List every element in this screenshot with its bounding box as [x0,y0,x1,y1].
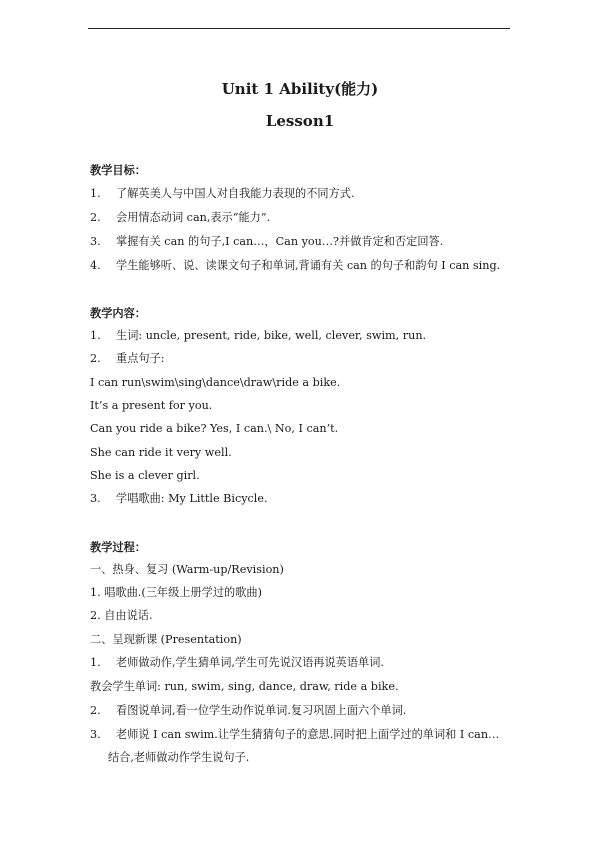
item-text: 学唱歌曲: My Little Bicycle. [116,492,268,505]
list-item [90,211,270,225]
lesson-title: Lesson1 [265,112,335,130]
list-item [90,352,165,366]
list-item [90,259,500,273]
process-step: 教会学生单词: run, swim, sing, dance, draw, ride a bike. [90,680,399,693]
key-sentence: She is a clever girl. [90,469,200,482]
header-rule [88,28,510,29]
item-text: 掌握有关 can 的句子,I can…，Can you…?并做肯定和否定回答. [116,235,444,248]
list-item [90,656,384,670]
item-number: 2. [90,352,101,365]
document-title: Unit 1 Ability(能力) [221,80,379,98]
item-number: 3. [90,235,101,248]
list-item [90,492,268,506]
item-text: 生词: uncle, present, ride, bike, well, clever, swim, run. [116,329,427,342]
list-item [90,235,443,249]
item-text: 学生能够听、说、读课文句子和单词,背诵有关 can 的句子和韵句 I can sing. [116,259,501,272]
key-sentence: It’s a present for you. [90,399,213,412]
item-text: 了解英美人与中国人对自我能力表现的不同方式. [116,187,355,200]
item-number: 1. [90,329,101,342]
item-text: 重点句子: [116,352,165,365]
list-item [90,329,426,343]
list-item [90,704,406,718]
list-item [90,187,355,201]
item-number: 3. [90,492,101,505]
process-step: 二、呈现新课 (Presentation) [90,633,242,646]
item-number: 3. [90,728,101,741]
key-sentence: I can run\swim\sing\dance\draw\ride a bike. [90,376,341,389]
process-step-continuation: 结合,老师做动作学生说句子. [108,751,250,764]
item-text: 会用情态动词 can,表示“能力”. [116,211,271,224]
process-step: 1. 唱歌曲.(三年级上册学过的歌曲) [90,586,262,599]
process-step: 一、热身、复习 (Warm-up/Revision) [90,563,284,576]
section-heading-objectives: 教学目标： [90,163,146,177]
process-step: 2. 自由说话. [90,609,153,622]
item-number: 4. [90,259,101,272]
item-text: 老师做动作,学生猜单词,学生可先说汉语再说英语单词. [116,656,384,669]
item-number: 2. [90,211,101,224]
key-sentence: She can ride it very well. [90,446,232,459]
item-text: 看图说单词,看一位学生动作说单词.复习巩固上面六个单词. [116,704,407,717]
item-number: 1. [90,656,101,669]
section-heading-content: 教学内容： [90,306,146,320]
section-heading-process: 教学过程： [90,540,146,554]
key-sentence: Can you ride a bike? Yes, I can.\ No, I can’t. [90,422,339,435]
list-item [90,728,499,742]
item-number: 1. [90,187,101,200]
item-text: 老师说 I can swim.让学生猜猜句子的意思.同时把上面学过的单词和 I can… [116,728,500,741]
item-number: 2. [90,704,101,717]
